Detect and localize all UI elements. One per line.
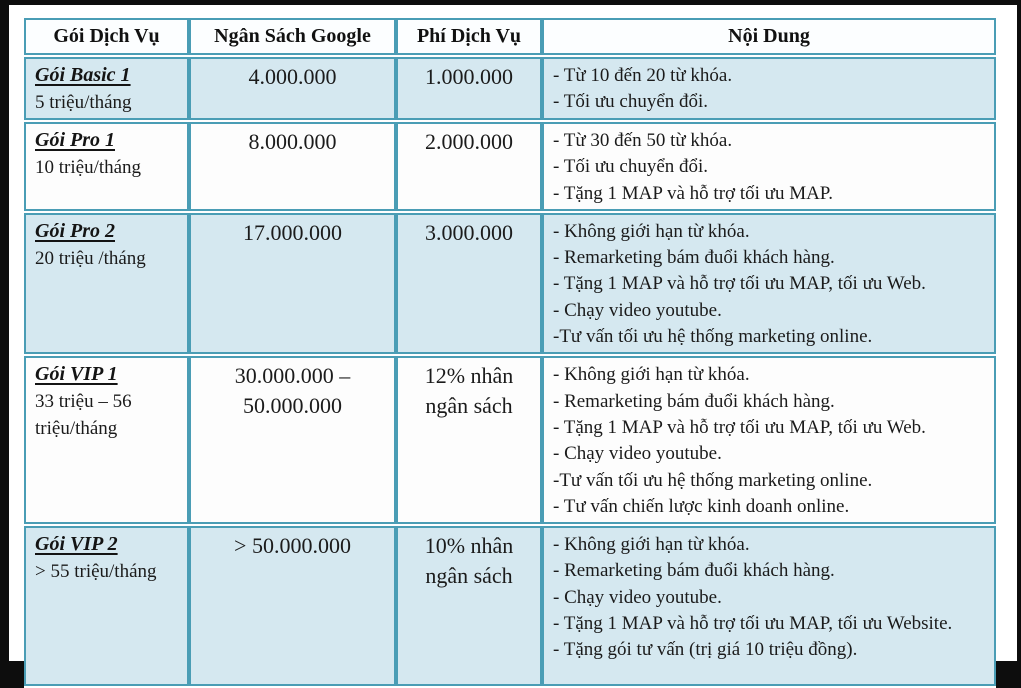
cell-line: -Tư vấn tối ưu hệ thống marketing online.	[553, 469, 873, 491]
header-row	[24, 18, 996, 55]
budget-cell	[189, 57, 396, 120]
cell-line: 33 triệu – 56	[35, 391, 132, 413]
package-name: Gói Basic 1	[35, 64, 131, 86]
cell-line: - Tặng 1 MAP và hỗ trợ tối ưu MAP, tối ưu Web.	[553, 416, 926, 438]
table-row	[24, 57, 996, 120]
cell-line: - Từ 10 đến 20 từ khóa.	[553, 65, 733, 86]
header-phi-dich-vu: Phí Dịch Vụ	[396, 18, 542, 55]
cell-line: 1.000.000	[425, 64, 513, 89]
cell-line: - Không giới hạn từ khóa.	[553, 364, 750, 386]
cell-line: 3.000.000	[425, 219, 513, 245]
cell-line: 12% nhân	[424, 363, 514, 389]
content-cell	[542, 213, 996, 354]
package-name: Gói Pro 2	[35, 219, 115, 242]
pricing-table	[24, 16, 996, 688]
package-cell	[24, 356, 189, 524]
content-cell	[542, 526, 996, 686]
cell-line: - Remarketing bám đuổi khách hàng.	[553, 560, 835, 582]
header-noi-dung: Nội Dung	[542, 18, 996, 55]
cell-line: - Remarketing bám đuổi khách hàng.	[553, 390, 835, 412]
budget-cell	[189, 122, 396, 211]
fee-cell	[396, 122, 542, 211]
cell-line: 10 triệu/tháng	[35, 157, 142, 178]
fee-cell	[396, 526, 542, 686]
package-name: Gói Pro 1	[35, 129, 115, 151]
cell-line: - Từ 30 đến 50 từ khóa.	[553, 130, 733, 151]
budget-cell	[189, 526, 396, 686]
budget-cell	[189, 356, 396, 524]
cell-line: - Tư vấn chiến lược kinh doanh online.	[553, 495, 850, 517]
table-row	[24, 213, 996, 354]
table-row	[24, 526, 996, 686]
package-name: Gói VIP 2	[35, 533, 118, 556]
content-cell	[542, 57, 996, 120]
page	[9, 5, 1017, 661]
cell-line: - Tối ưu chuyển đổi.	[553, 91, 709, 113]
header-ngan-sach-google: Ngân Sách Google	[189, 18, 396, 55]
cell-line: 20 triệu /tháng	[35, 247, 146, 269]
cell-line: - Tặng 1 MAP và hỗ trợ tối ưu MAP, tối ưu Web.	[553, 273, 926, 295]
table-row	[24, 122, 996, 211]
content-cell	[542, 122, 996, 211]
cell-line: 17.000.000	[243, 219, 342, 245]
cell-line: triệu/tháng	[35, 418, 118, 440]
fee-cell	[396, 57, 542, 120]
cell-line: ngân sách	[425, 563, 513, 589]
cell-line: - Không giới hạn từ khóa.	[553, 220, 750, 242]
package-name: Gói VIP 1	[35, 363, 118, 386]
cell-line: 30.000.000 –	[234, 363, 351, 389]
fee-cell	[396, 356, 542, 524]
cell-line: > 55 triệu/tháng	[35, 561, 157, 583]
cell-line: - Không giới hạn từ khóa.	[553, 534, 750, 556]
fee-cell	[396, 213, 542, 354]
content-cell	[542, 356, 996, 524]
cell-line: > 50.000.000	[234, 533, 351, 559]
cell-line: 8.000.000	[248, 129, 337, 154]
package-cell	[24, 122, 189, 211]
cell-line: 5 triệu/tháng	[35, 92, 132, 113]
cell-line: - Tặng gói tư vấn (trị giá 10 triệu đồng).	[553, 639, 858, 661]
cell-line: -Tư vấn tối ưu hệ thống marketing online.	[553, 326, 873, 348]
cell-line: - Chạy video youtube.	[553, 586, 722, 608]
cell-line: 4.000.000	[248, 64, 337, 89]
cell-line: ngân sách	[425, 393, 513, 419]
budget-cell	[189, 213, 396, 354]
header-goi-dich-vu: Gói Dịch Vụ	[24, 18, 189, 55]
table-row	[24, 356, 996, 524]
cell-line: 10% nhân	[424, 533, 514, 559]
package-cell	[24, 526, 189, 686]
cell-line: - Tối ưu chuyển đổi.	[553, 156, 709, 178]
cell-line: - Tặng 1 MAP và hỗ trợ tối ưu MAP.	[553, 182, 834, 204]
package-cell	[24, 213, 189, 354]
cell-line: - Chạy video youtube.	[553, 299, 722, 321]
cell-line: 50.000.000	[243, 393, 342, 419]
cell-line: - Chạy video youtube.	[553, 443, 722, 465]
package-cell	[24, 57, 189, 120]
cell-line: 2.000.000	[425, 129, 513, 154]
cell-line: - Remarketing bám đuổi khách hàng.	[553, 247, 835, 269]
cell-line: - Tặng 1 MAP và hỗ trợ tối ưu MAP, tối ưu Website.	[553, 613, 953, 635]
